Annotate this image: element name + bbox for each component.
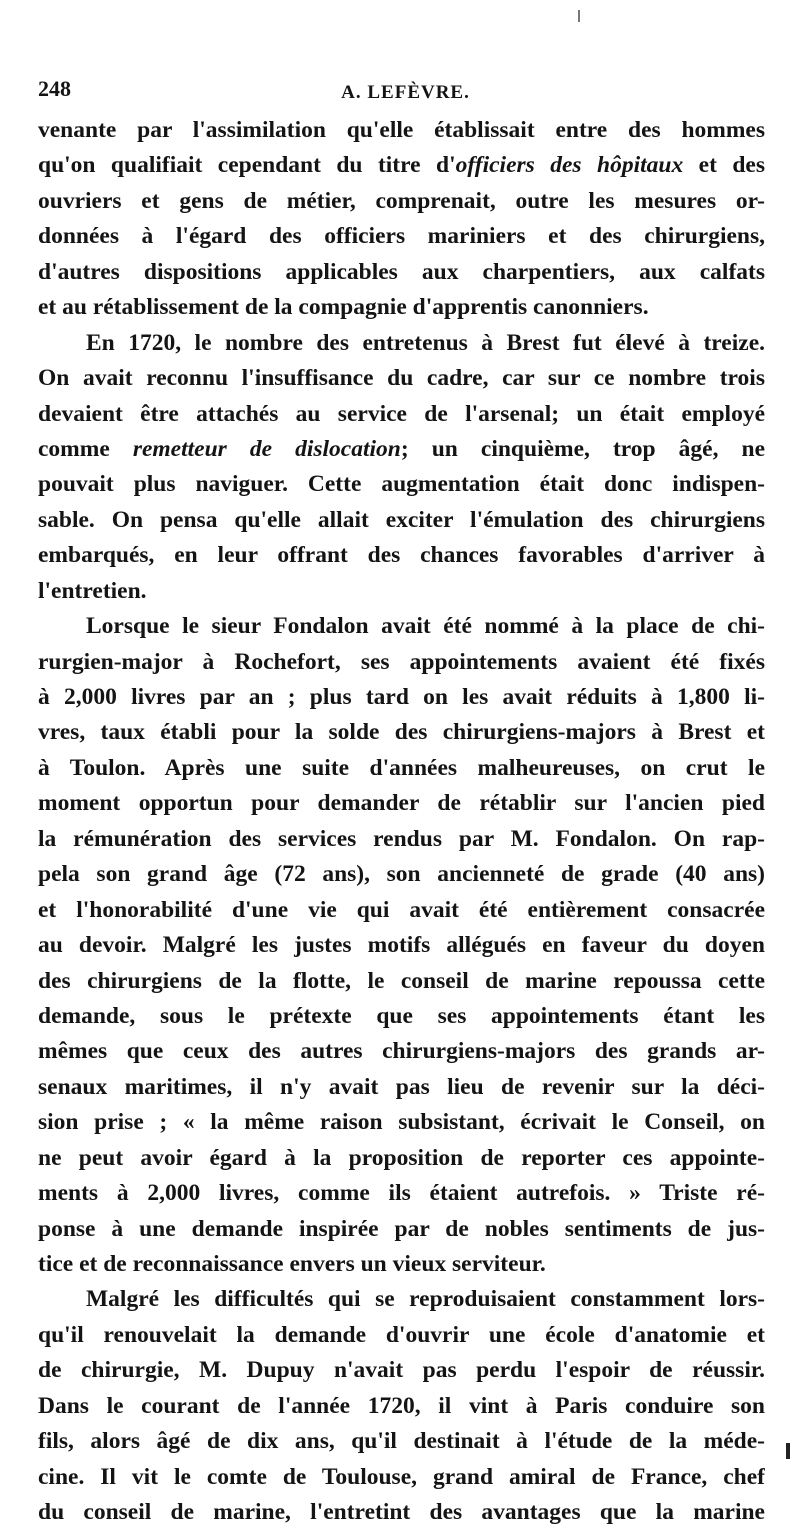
text-line: venante par l'assimilation qu'elle établissait entre des hommes [38,117,765,143]
text-segment: comme [38,435,133,462]
text-line: devaient être attachés au service de l'arsenal; un était employé [38,400,765,427]
text-line: mêmes que ceux des autres chirurgiens-majors des grands ar- [38,1038,765,1065]
text-line: Dans le courant de l'année 1720, il vint à Paris conduire son [38,1392,765,1419]
text-line: des chirurgiens de la flotte, le conseil de marine repoussa cette [38,967,765,994]
text-line: qu'il renouvelait la demande d'ouvrir une école d'anatomie et [38,1321,765,1348]
text-line: au devoir. Malgré les justes motifs allégués en faveur du doyen [38,932,765,959]
text-line: pouvait plus naviguer. Cette augmentation était donc indispen- [38,471,765,498]
text-line: sable. On pensa qu'elle allait exciter l'émulation des chirurgiens [38,506,765,533]
text-line: de chirurgie, M. Dupuy n'avait pas perdu l'espoir de réussir. [38,1357,765,1384]
body-text [38,113,765,1531]
text-line: tice et de reconnaissance envers un vieux serviteur. [38,1251,546,1277]
page-number: 248 [38,76,71,101]
text-line: et l'honorabilité d'une vie qui avait été entièrement consacrée [38,896,765,923]
italic-phrase: officiers des hôpitaux [455,152,684,179]
text-line: à Toulon. Après une suite d'années malheureuses, on crut le [38,754,765,781]
paragraph-start-line: En 1720, le nombre des entretenus à Brest fut élevé à treize. [86,329,765,356]
text-line: ouvriers et gens de métier, comprenait, outre les mesures or- [38,187,765,214]
text-line: rurgien-major à Rochefort, ses appointements avaient été fixés [38,648,765,675]
text-line: la rémunération des services rendus par M. Fondalon. On rap- [38,825,765,852]
paragraph-start-line: Lorsque le sieur Fondalon avait été nommé à la place de chi- [86,613,765,640]
text-line: demande, sous le prétexte que ses appointements étant les [38,1002,765,1029]
text-line: pela son grand âge (72 ans), son ancienneté de grade (40 ans) [38,861,765,888]
text-line: On avait reconnu l'insuffisance du cadre, car sur ce nombre trois [38,365,765,392]
text-line: l'entretien. [38,577,147,604]
text-line: sion prise ; « la même raison subsistant, écrivait le Conseil, on [38,1109,765,1136]
text-line: d'autres dispositions applicables aux charpentiers, aux calfats [38,258,765,285]
page-header [38,72,773,106]
text-line: cine. Il vit le comte de Toulouse, grand amiral de France, chef [38,1463,765,1490]
text-line: ponse à une demande inspirée par de nobles sentiments de jus- [38,1215,765,1242]
text-line: fils, alors âgé de dix ans, qu'il destinait à l'étude de la méde- [38,1428,765,1455]
text-line: données à l'égard des officiers mariniers et des chirurgiens, [38,223,765,250]
text-line: vres, taux établi pour la solde des chirurgiens-majors à Brest et [38,719,765,746]
text-line: et au rétablissement de la compagnie d'apprentis canonniers. [38,294,649,321]
scan-edge-mark [786,1443,790,1459]
text-line: ments à 2,000 livres, comme ils étaient autrefois. » Triste ré- [38,1180,765,1207]
text-line: senaux maritimes, il n'y avait pas lieu de revenir sur la déci- [38,1073,765,1100]
paragraph-start-line: Malgré les difficultés qui se reproduisaient constamment lors- [86,1286,765,1313]
text-segment: ; un cinquième, trop âgé, ne [400,435,765,462]
text-line [38,148,765,183]
text-segment: et des [683,152,765,179]
text-line: moment opportun pour demander de rétablir sur l'ancien pied [38,790,765,817]
italic-phrase: remetteur de dislocation [132,435,401,462]
running-head: A. LEFÈVRE. [341,82,470,103]
text-line: à 2,000 livres par an ; plus tard on les avait réduits à 1,800 li- [38,684,765,710]
text-line: ne peut avoir égard à la proposition de reporter ces appointe- [38,1144,765,1171]
scan-mark [578,10,580,22]
text-line: embarqués, en leur offrant des chances favorables d'arriver à [38,542,765,569]
text-line [38,432,765,467]
text-segment: qu'on qualifiait cependant du titre d' [38,152,456,179]
text-line: du conseil de marine, l'entretint des avantages que la marine [38,1499,765,1526]
